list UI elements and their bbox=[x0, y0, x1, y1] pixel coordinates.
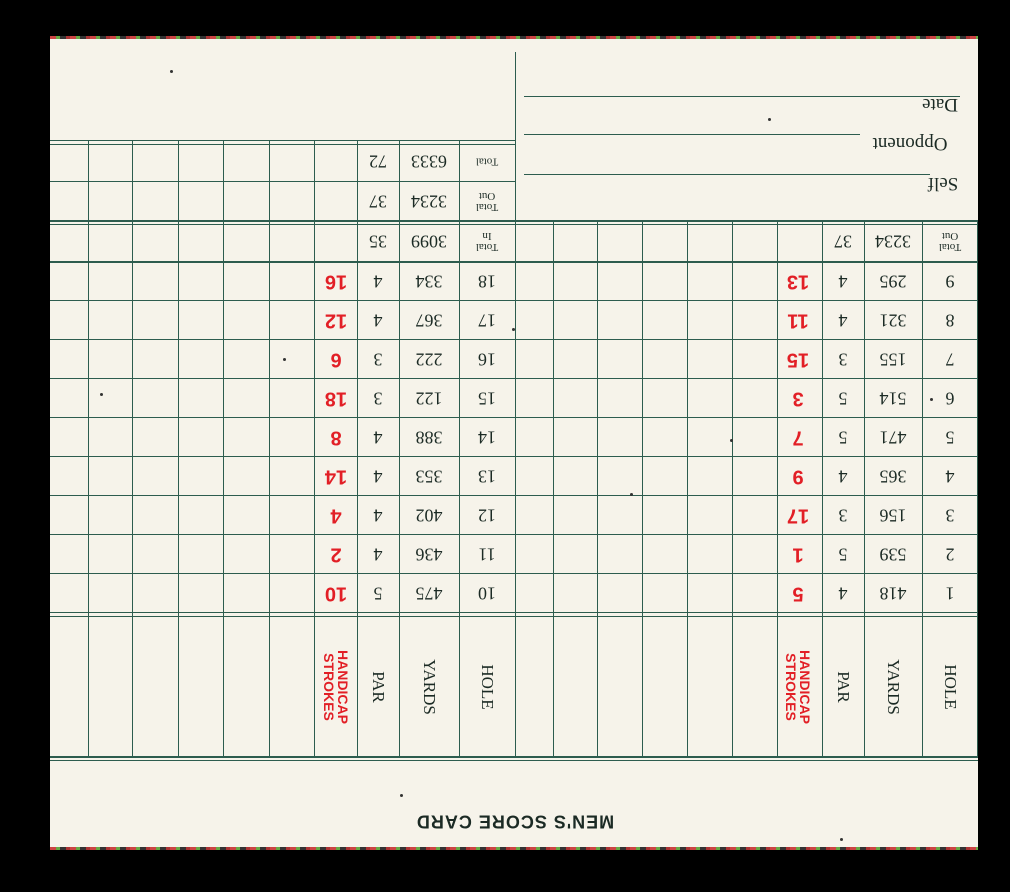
yards-header: YARDS bbox=[420, 659, 439, 715]
hole-number: 10 bbox=[478, 583, 496, 603]
hole-number: 1 bbox=[945, 583, 955, 603]
paper-speck bbox=[283, 358, 286, 361]
bottom-edge-stripe bbox=[50, 847, 978, 850]
hole-header: HOLE bbox=[478, 664, 497, 710]
hole-number: 5 bbox=[945, 427, 955, 447]
column-divider bbox=[88, 140, 89, 756]
hole-par: 4 bbox=[373, 505, 383, 525]
back-total-label: Total bbox=[475, 155, 499, 168]
back-total-par: 72 bbox=[369, 151, 387, 172]
column-divider bbox=[178, 140, 179, 756]
hole-number: 9 bbox=[945, 271, 955, 291]
hole-yards: 388 bbox=[415, 427, 443, 447]
column-divider bbox=[687, 220, 688, 756]
hole-yards: 321 bbox=[879, 310, 907, 330]
row-divider bbox=[50, 495, 978, 496]
header-bottom-rule-double bbox=[50, 760, 978, 761]
back-total-yards: 3099 bbox=[411, 231, 447, 252]
hole-yards: 514 bbox=[879, 388, 907, 408]
self-field-line bbox=[524, 174, 930, 175]
column-divider bbox=[822, 220, 823, 756]
date-field-line bbox=[524, 96, 960, 97]
hole-par: 4 bbox=[838, 466, 848, 486]
hole-par: 4 bbox=[373, 544, 383, 564]
handicap-strokes: 11 bbox=[787, 309, 809, 331]
table-top-rule bbox=[50, 140, 515, 141]
row-divider bbox=[50, 378, 978, 379]
back-total-label: Total In bbox=[475, 230, 499, 253]
hole-yards: 222 bbox=[415, 349, 443, 369]
handicap-strokes: 12 bbox=[324, 309, 348, 331]
paper-speck bbox=[730, 439, 733, 442]
handicap-strokes: 4 bbox=[330, 504, 342, 526]
hole-par: 4 bbox=[373, 466, 383, 486]
hole-number: 11 bbox=[478, 544, 496, 564]
paper-speck bbox=[630, 493, 633, 496]
hole-par: 3 bbox=[838, 505, 848, 525]
column-divider bbox=[223, 140, 224, 756]
column-divider bbox=[922, 220, 923, 756]
row-divider bbox=[50, 573, 978, 574]
front-total-top-rule-double bbox=[50, 224, 978, 225]
back-total-par: 35 bbox=[369, 231, 387, 252]
hole-number: 16 bbox=[478, 349, 496, 369]
hole-par: 3 bbox=[373, 349, 383, 369]
hole-number: 15 bbox=[478, 388, 496, 408]
column-divider bbox=[269, 140, 270, 756]
hole-yards: 156 bbox=[879, 505, 907, 525]
column-divider bbox=[553, 220, 554, 756]
hole-number: 8 bbox=[945, 310, 955, 330]
handicap-strokes: 1 bbox=[792, 543, 804, 565]
back-total-row-divider bbox=[50, 181, 515, 182]
hole-number: 14 bbox=[478, 427, 496, 447]
front-total-par: 37 bbox=[834, 231, 852, 252]
handicap-strokes: 16 bbox=[324, 270, 348, 292]
hole-yards: 539 bbox=[879, 544, 907, 564]
paper-speck bbox=[930, 398, 933, 401]
handicap-strokes: 9 bbox=[792, 465, 804, 487]
row-divider bbox=[50, 339, 978, 340]
rows-bottom-rule-double bbox=[50, 616, 978, 617]
row-divider bbox=[50, 300, 978, 301]
back-total-yards: 3234 bbox=[411, 191, 447, 212]
handicap-strokes: 5 bbox=[792, 582, 804, 604]
hole-par: 5 bbox=[838, 544, 848, 564]
hole-yards: 475 bbox=[415, 583, 443, 603]
yards-header: YARDS bbox=[884, 659, 903, 715]
handicap-strokes: 2 bbox=[330, 543, 342, 565]
rows-top-rule bbox=[50, 261, 978, 263]
hole-number: 7 bbox=[945, 349, 955, 369]
self-label: Self bbox=[927, 173, 959, 194]
hole-par: 5 bbox=[373, 583, 383, 603]
block-divider bbox=[515, 52, 516, 756]
back-total-par: 37 bbox=[369, 191, 387, 212]
handicap-strokes: 8 bbox=[330, 426, 342, 448]
paper-speck bbox=[768, 118, 771, 121]
hole-par: 4 bbox=[373, 271, 383, 291]
hole-par: 4 bbox=[373, 310, 383, 330]
column-divider bbox=[864, 220, 865, 756]
row-divider bbox=[50, 456, 978, 457]
column-divider bbox=[459, 140, 460, 756]
hole-number: 13 bbox=[478, 466, 496, 486]
hole-yards: 353 bbox=[415, 466, 443, 486]
hole-par: 4 bbox=[838, 310, 848, 330]
back-total-label: Total Out bbox=[475, 190, 499, 213]
hole-yards: 334 bbox=[415, 271, 443, 291]
hole-header: HOLE bbox=[941, 664, 960, 710]
handicap-strokes: 6 bbox=[330, 348, 342, 370]
top-edge-stripe bbox=[50, 36, 978, 39]
hole-number: 17 bbox=[478, 310, 496, 330]
hole-yards: 365 bbox=[879, 466, 907, 486]
row-divider bbox=[50, 417, 978, 418]
front-total-yards: 3234 bbox=[875, 231, 911, 252]
handicap-strokes: 7 bbox=[792, 426, 804, 448]
handicap-strokes: 17 bbox=[786, 504, 810, 526]
column-divider bbox=[642, 220, 643, 756]
hole-par: 3 bbox=[838, 349, 848, 369]
card-title: MEN'S SCORE CARD bbox=[415, 811, 615, 832]
handicap-strokes: 10 bbox=[324, 582, 348, 604]
par-header: PAR bbox=[369, 671, 388, 703]
hole-yards: 155 bbox=[879, 349, 907, 369]
column-divider bbox=[732, 220, 733, 756]
hole-yards: 418 bbox=[879, 583, 907, 603]
paper-speck bbox=[840, 838, 843, 841]
hole-number: 18 bbox=[478, 271, 496, 291]
right-edge-divider bbox=[977, 220, 978, 756]
paper-speck bbox=[100, 393, 103, 396]
hole-yards: 295 bbox=[879, 271, 907, 291]
table-top-rule-double bbox=[50, 144, 515, 145]
hole-yards: 367 bbox=[415, 310, 443, 330]
hole-number: 3 bbox=[945, 505, 955, 525]
hole-par: 5 bbox=[838, 388, 848, 408]
handicap-strokes: 18 bbox=[324, 387, 348, 409]
hole-par: 5 bbox=[838, 427, 848, 447]
handicap-strokes: 3 bbox=[792, 387, 804, 409]
hole-yards: 402 bbox=[415, 505, 443, 525]
hole-number: 2 bbox=[945, 544, 955, 564]
header-bottom-rule bbox=[50, 756, 978, 758]
handicap-strokes: 14 bbox=[324, 465, 348, 487]
handicap-strokes: 13 bbox=[786, 270, 810, 292]
hole-number: 6 bbox=[945, 388, 955, 408]
column-divider bbox=[777, 220, 778, 756]
hole-par: 3 bbox=[373, 388, 383, 408]
handicap-header: HANDICAP STROKES bbox=[321, 650, 351, 724]
column-divider bbox=[597, 220, 598, 756]
hole-number: 4 bbox=[945, 466, 955, 486]
handicap-strokes: 15 bbox=[786, 348, 810, 370]
back-total-yards: 6333 bbox=[411, 151, 447, 172]
hole-par: 4 bbox=[838, 271, 848, 291]
row-divider bbox=[50, 534, 978, 535]
paper-speck bbox=[512, 328, 515, 331]
paper-speck bbox=[400, 794, 403, 797]
hole-number: 12 bbox=[478, 505, 496, 525]
opponent-label: Opponent bbox=[872, 133, 948, 154]
hole-yards: 471 bbox=[879, 427, 907, 447]
front-total-top-rule bbox=[50, 220, 978, 222]
column-divider bbox=[399, 140, 400, 756]
hole-yards: 122 bbox=[415, 388, 443, 408]
opponent-field-line bbox=[524, 134, 860, 135]
par-header: PAR bbox=[834, 671, 853, 703]
column-divider bbox=[132, 140, 133, 756]
hole-par: 4 bbox=[373, 427, 383, 447]
row-divider bbox=[50, 612, 978, 613]
front-total-label: Total Out bbox=[938, 230, 962, 253]
hole-yards: 436 bbox=[415, 544, 443, 564]
score-card bbox=[50, 36, 978, 850]
hole-par: 4 bbox=[838, 583, 848, 603]
handicap-header: HANDICAP STROKES bbox=[783, 650, 813, 724]
paper-speck bbox=[170, 70, 173, 73]
column-divider bbox=[357, 140, 358, 756]
column-divider bbox=[314, 140, 315, 756]
date-label: Date bbox=[922, 94, 958, 115]
